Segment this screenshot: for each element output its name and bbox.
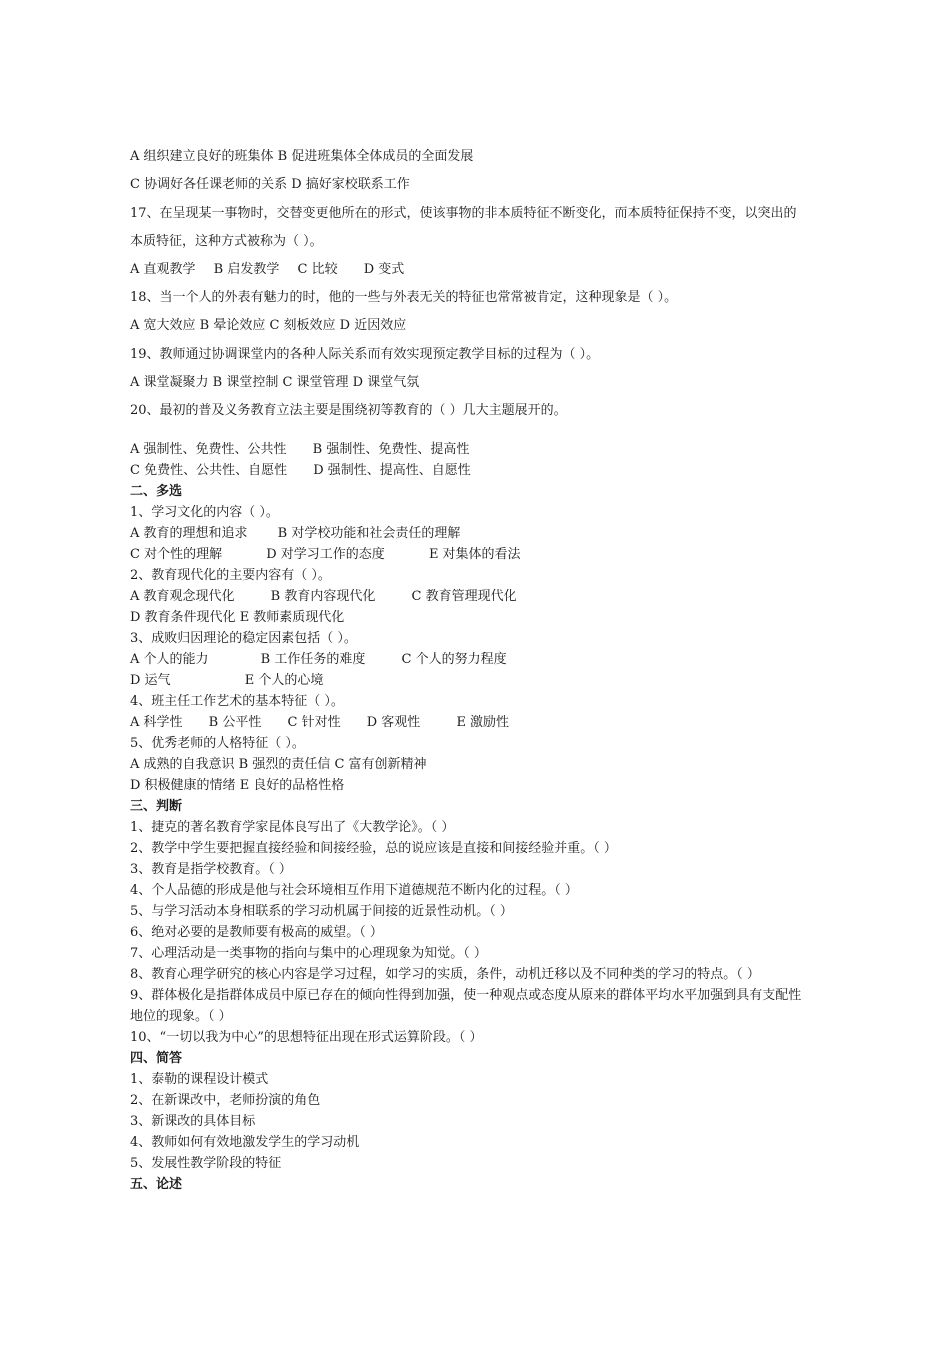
section-heading-multi: 二、多选 xyxy=(130,484,183,499)
judge-item: 3、教育是指学校教育。（ ） xyxy=(130,862,292,877)
mc-q3-option-b: B 工作任务的难度 xyxy=(260,652,366,667)
mc-q2-options-row2: D 教育条件现代化 E 教师素质现代化 xyxy=(130,610,345,625)
mc-q5-text: 5、优秀老师的人格特征（ ）。 xyxy=(130,736,305,751)
mc-q1-option-d: D 对学习工作的态度 xyxy=(266,547,385,562)
mc-q4-option-e: E 激励性 xyxy=(456,715,510,730)
mc-q3-option-a: A 个人的能力 xyxy=(130,652,209,667)
mc-q4-options xyxy=(130,714,509,732)
short-answer-item: 4、教师如何有效地激发学生的学习动机 xyxy=(130,1135,360,1150)
mc-q2-options-row1 xyxy=(130,588,517,606)
judge-item: 9、群体极化是指群体成员中原已存在的倾向性得到加强，使一种观点或态度从原来的群体平均水平加强到具有支配性 xyxy=(130,988,802,1003)
q20-option-d: D 强制性、提高性、自愿性 xyxy=(313,463,471,478)
section-heading-essay: 五、论述 xyxy=(130,1177,183,1192)
q17-text: 17、在呈现某一事物时，交替变更他所在的形式，使该事物的非本质特征不断变化，而本质特征保持不变，以突出的 xyxy=(130,206,797,221)
mc-q1-options-row1 xyxy=(130,525,460,543)
q18-options: A 宽大效应 B 晕论效应 C 刻板效应 D 近因效应 xyxy=(130,318,407,333)
judge-item-cont: 地位的现象。（ ） xyxy=(130,1009,232,1024)
q20-option-b: B 强制性、免费性、提高性 xyxy=(312,442,470,457)
mc-q2-option-b: B 教育内容现代化 xyxy=(270,589,376,604)
judge-item: 1、捷克的著名教育学家昆体良写出了《大教学论》。（ ） xyxy=(130,820,455,835)
q20-options-row1 xyxy=(130,441,469,459)
short-answer-item: 3、新课改的具体目标 xyxy=(130,1114,256,1129)
mc-q4-option-d: D 客观性 xyxy=(366,715,421,730)
q16-options-cd: C 协调好各任课老师的关系 D 搞好家校联系工作 xyxy=(130,177,410,192)
q17-text-cont: 本质特征，这种方式被称为（ ）。 xyxy=(130,234,323,249)
judge-item: 10、“一切以我为中心”的思想特征出现在形式运算阶段。（ ） xyxy=(130,1030,483,1045)
mc-q3-option-d: D 运气 xyxy=(130,673,171,688)
mc-q2-text: 2、教育现代化的主要内容有（ ）。 xyxy=(130,568,331,583)
mc-q3-option-c: C 个人的努力程度 xyxy=(401,652,507,667)
q17-option-d: D 变式 xyxy=(363,262,405,277)
judge-item: 4、个人品德的形成是他与社会环境相互作用下道德规范不断内化的过程。（ ） xyxy=(130,883,578,898)
mc-q3-option-e: E 个人的心境 xyxy=(244,673,324,688)
q19-options: A 课堂凝聚力 B 课堂控制 C 课堂管理 D 课堂气氛 xyxy=(130,375,420,390)
mc-q1-option-b: B 对学校功能和社会责任的理解 xyxy=(277,526,461,541)
q20-option-a: A 强制性、免费性、公共性 xyxy=(130,442,287,457)
judge-item: 8、教育心理学研究的核心内容是学习过程，如学习的实质，条件，动机迁移以及不同种类的学习的特点。（ ） xyxy=(130,967,760,982)
mc-q5-options-row1: A 成熟的自我意识 B 强烈的责任信 C 富有创新精神 xyxy=(130,757,427,772)
short-answer-item: 1、泰勒的课程设计模式 xyxy=(130,1072,269,1087)
q20-text: 20、最初的普及义务教育立法主要是围绕初等教育的（ ）几大主题展开的。 xyxy=(130,403,567,418)
mc-q5-options-row2: D 积极健康的情绪 E 良好的品格性格 xyxy=(130,778,345,793)
mc-q1-text: 1、学习文化的内容（ ）。 xyxy=(130,505,279,520)
judge-item: 7、心理活动是一类事物的指向与集中的心理现象为知觉。（ ） xyxy=(130,946,487,961)
mc-q3-options-row1 xyxy=(130,651,507,669)
mc-q1-option-a: A 教育的理想和追求 xyxy=(130,526,248,541)
q19-text: 19、教师通过协调课堂内的各种人际关系而有效实现预定教学目标的过程为（ ）。 xyxy=(130,347,600,362)
judge-item: 5、与学习活动本身相联系的学习动机属于间接的近景性动机。（ ） xyxy=(130,904,513,919)
mc-q1-options-row2 xyxy=(130,546,521,564)
mc-q1-option-c: C 对个性的理解 xyxy=(130,547,223,562)
q17-option-b: B 启发教学 xyxy=(213,262,280,277)
mc-q1-option-e: E 对集体的看法 xyxy=(428,547,521,562)
section-heading-judge: 三、判断 xyxy=(130,799,183,814)
mc-q3-options-row2 xyxy=(130,672,323,690)
mc-q2-option-c: C 教育管理现代化 xyxy=(411,589,517,604)
q16-options-ab: A 组织建立良好的班集体 B 促进班集体全体成员的全面发展 xyxy=(130,149,474,164)
mc-q4-option-c: C 针对性 xyxy=(287,715,341,730)
mc-q4-option-b: B 公平性 xyxy=(208,715,262,730)
judge-item: 2、教学中学生要把握直接经验和间接经验，总的说应该是直接和间接经验并重。（ ） xyxy=(130,841,617,856)
q17-option-a: A 直观教学 xyxy=(130,262,196,277)
section-heading-short-answer: 四、简答 xyxy=(130,1051,183,1066)
q20-options-row2 xyxy=(130,462,471,480)
q18-text: 18、当一个人的外表有魅力的时，他的一些与外表无关的特征也常常被肯定，这种现象是（ ）。 xyxy=(130,290,678,305)
mc-q2-option-a: A 教育观念现代化 xyxy=(130,589,235,604)
mc-q4-option-a: A 科学性 xyxy=(130,715,183,730)
q20-option-c: C 免费性、公共性、自愿性 xyxy=(130,463,288,478)
mc-q3-text: 3、成败归因理论的稳定因素包括（ ）。 xyxy=(130,631,357,646)
q17-option-c: C 比较 xyxy=(297,262,338,277)
judge-item: 6、绝对必要的是教师要有极高的威望。（ ） xyxy=(130,925,383,940)
short-answer-item: 5、发展性教学阶段的特征 xyxy=(130,1156,282,1171)
short-answer-item: 2、在新课改中，老师扮演的角色 xyxy=(130,1093,321,1108)
q17-options xyxy=(130,261,404,279)
mc-q4-text: 4、班主任工作艺术的基本特征（ ）。 xyxy=(130,694,344,709)
